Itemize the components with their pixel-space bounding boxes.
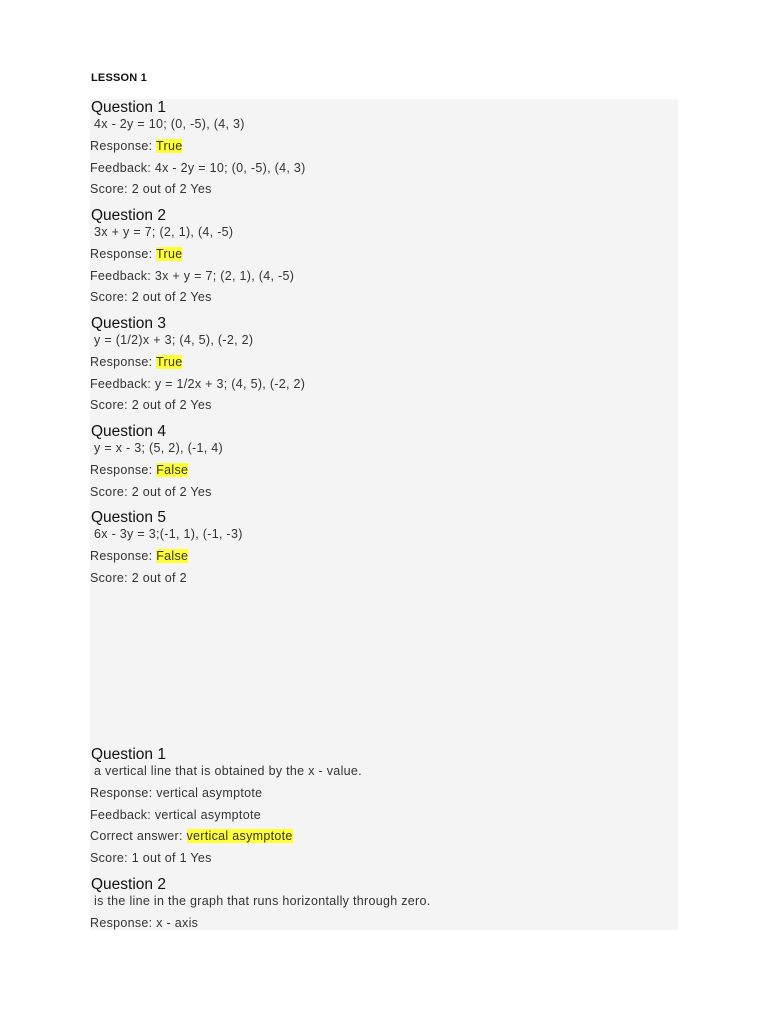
response-line <box>90 549 678 564</box>
feedback-line: Feedback: vertical asymptote <box>90 807 261 822</box>
question-text: y = (1/2)x + 3; (4, 5), (-2, 2) <box>94 333 254 347</box>
question-text: 3x + y = 7; (2, 1), (4, -5) <box>94 225 234 239</box>
response-label: Response: <box>90 355 157 369</box>
question-block <box>90 876 678 931</box>
question-block <box>90 207 678 305</box>
question-text: is the line in the graph that runs horizontally through zero. <box>94 894 431 908</box>
question-block <box>90 746 678 866</box>
score-line: Score: 2 out of 2 Yes <box>90 484 212 499</box>
score-line: Score: 1 out of 1 Yes <box>90 850 212 865</box>
response-value-highlight: False <box>156 463 189 477</box>
correct-answer-line <box>90 829 678 844</box>
question-text: 6x - 3y = 3;(-1, 1), (-1, -3) <box>94 527 243 541</box>
question-title: Question 2 <box>91 207 166 224</box>
question-title: Question 2 <box>91 876 166 893</box>
response-line <box>90 355 678 370</box>
response-line: Response: vertical asymptote <box>90 786 263 800</box>
score-line: Score: 2 out of 2 Yes <box>90 290 212 305</box>
quiz-results-panel <box>90 99 678 930</box>
score-line: Score: 2 out of 2 Yes <box>90 398 212 413</box>
response-line <box>90 247 678 262</box>
response-line: Response: x - axis <box>90 916 199 930</box>
response-value-highlight: True <box>156 139 183 153</box>
response-line <box>90 463 678 478</box>
response-value-highlight: False <box>156 549 189 563</box>
response-label: Response: <box>90 463 157 477</box>
lesson-title: LESSON 1 <box>91 72 148 84</box>
question-title: Question 3 <box>91 315 166 332</box>
response-line <box>90 139 678 154</box>
correct-answer-highlight: vertical asymptote <box>186 829 293 844</box>
question-text: y = x - 3; (5, 2), (-1, 4) <box>94 441 224 455</box>
feedback-line: Feedback: 4x - 2y = 10; (0, -5), (4, 3) <box>90 160 306 175</box>
response-value-highlight: True <box>156 355 183 369</box>
question-block <box>90 423 678 500</box>
correct-answer-label: Correct answer: <box>90 829 187 844</box>
question-title: Question 4 <box>91 423 166 440</box>
response-label: Response: <box>90 549 157 563</box>
feedback-line: Feedback: y = 1/2x + 3; (4, 5), (-2, 2) <box>90 376 306 391</box>
question-text: a vertical line that is obtained by the x - value. <box>94 764 362 778</box>
score-line: Score: 2 out of 2 <box>90 570 187 585</box>
question-title: Question 1 <box>91 746 166 763</box>
response-label: Response: <box>90 247 157 261</box>
score-line: Score: 2 out of 2 Yes <box>90 182 212 197</box>
question-block <box>90 509 678 586</box>
response-value-highlight: True <box>156 247 183 261</box>
question-block <box>90 99 678 197</box>
response-label: Response: <box>90 139 157 153</box>
question-block <box>90 315 678 413</box>
feedback-line: Feedback: 3x + y = 7; (2, 1), (4, -5) <box>90 268 295 283</box>
question-title: Question 1 <box>91 99 166 116</box>
question-title: Question 5 <box>91 509 166 526</box>
question-text: 4x - 2y = 10; (0, -5), (4, 3) <box>94 117 245 131</box>
